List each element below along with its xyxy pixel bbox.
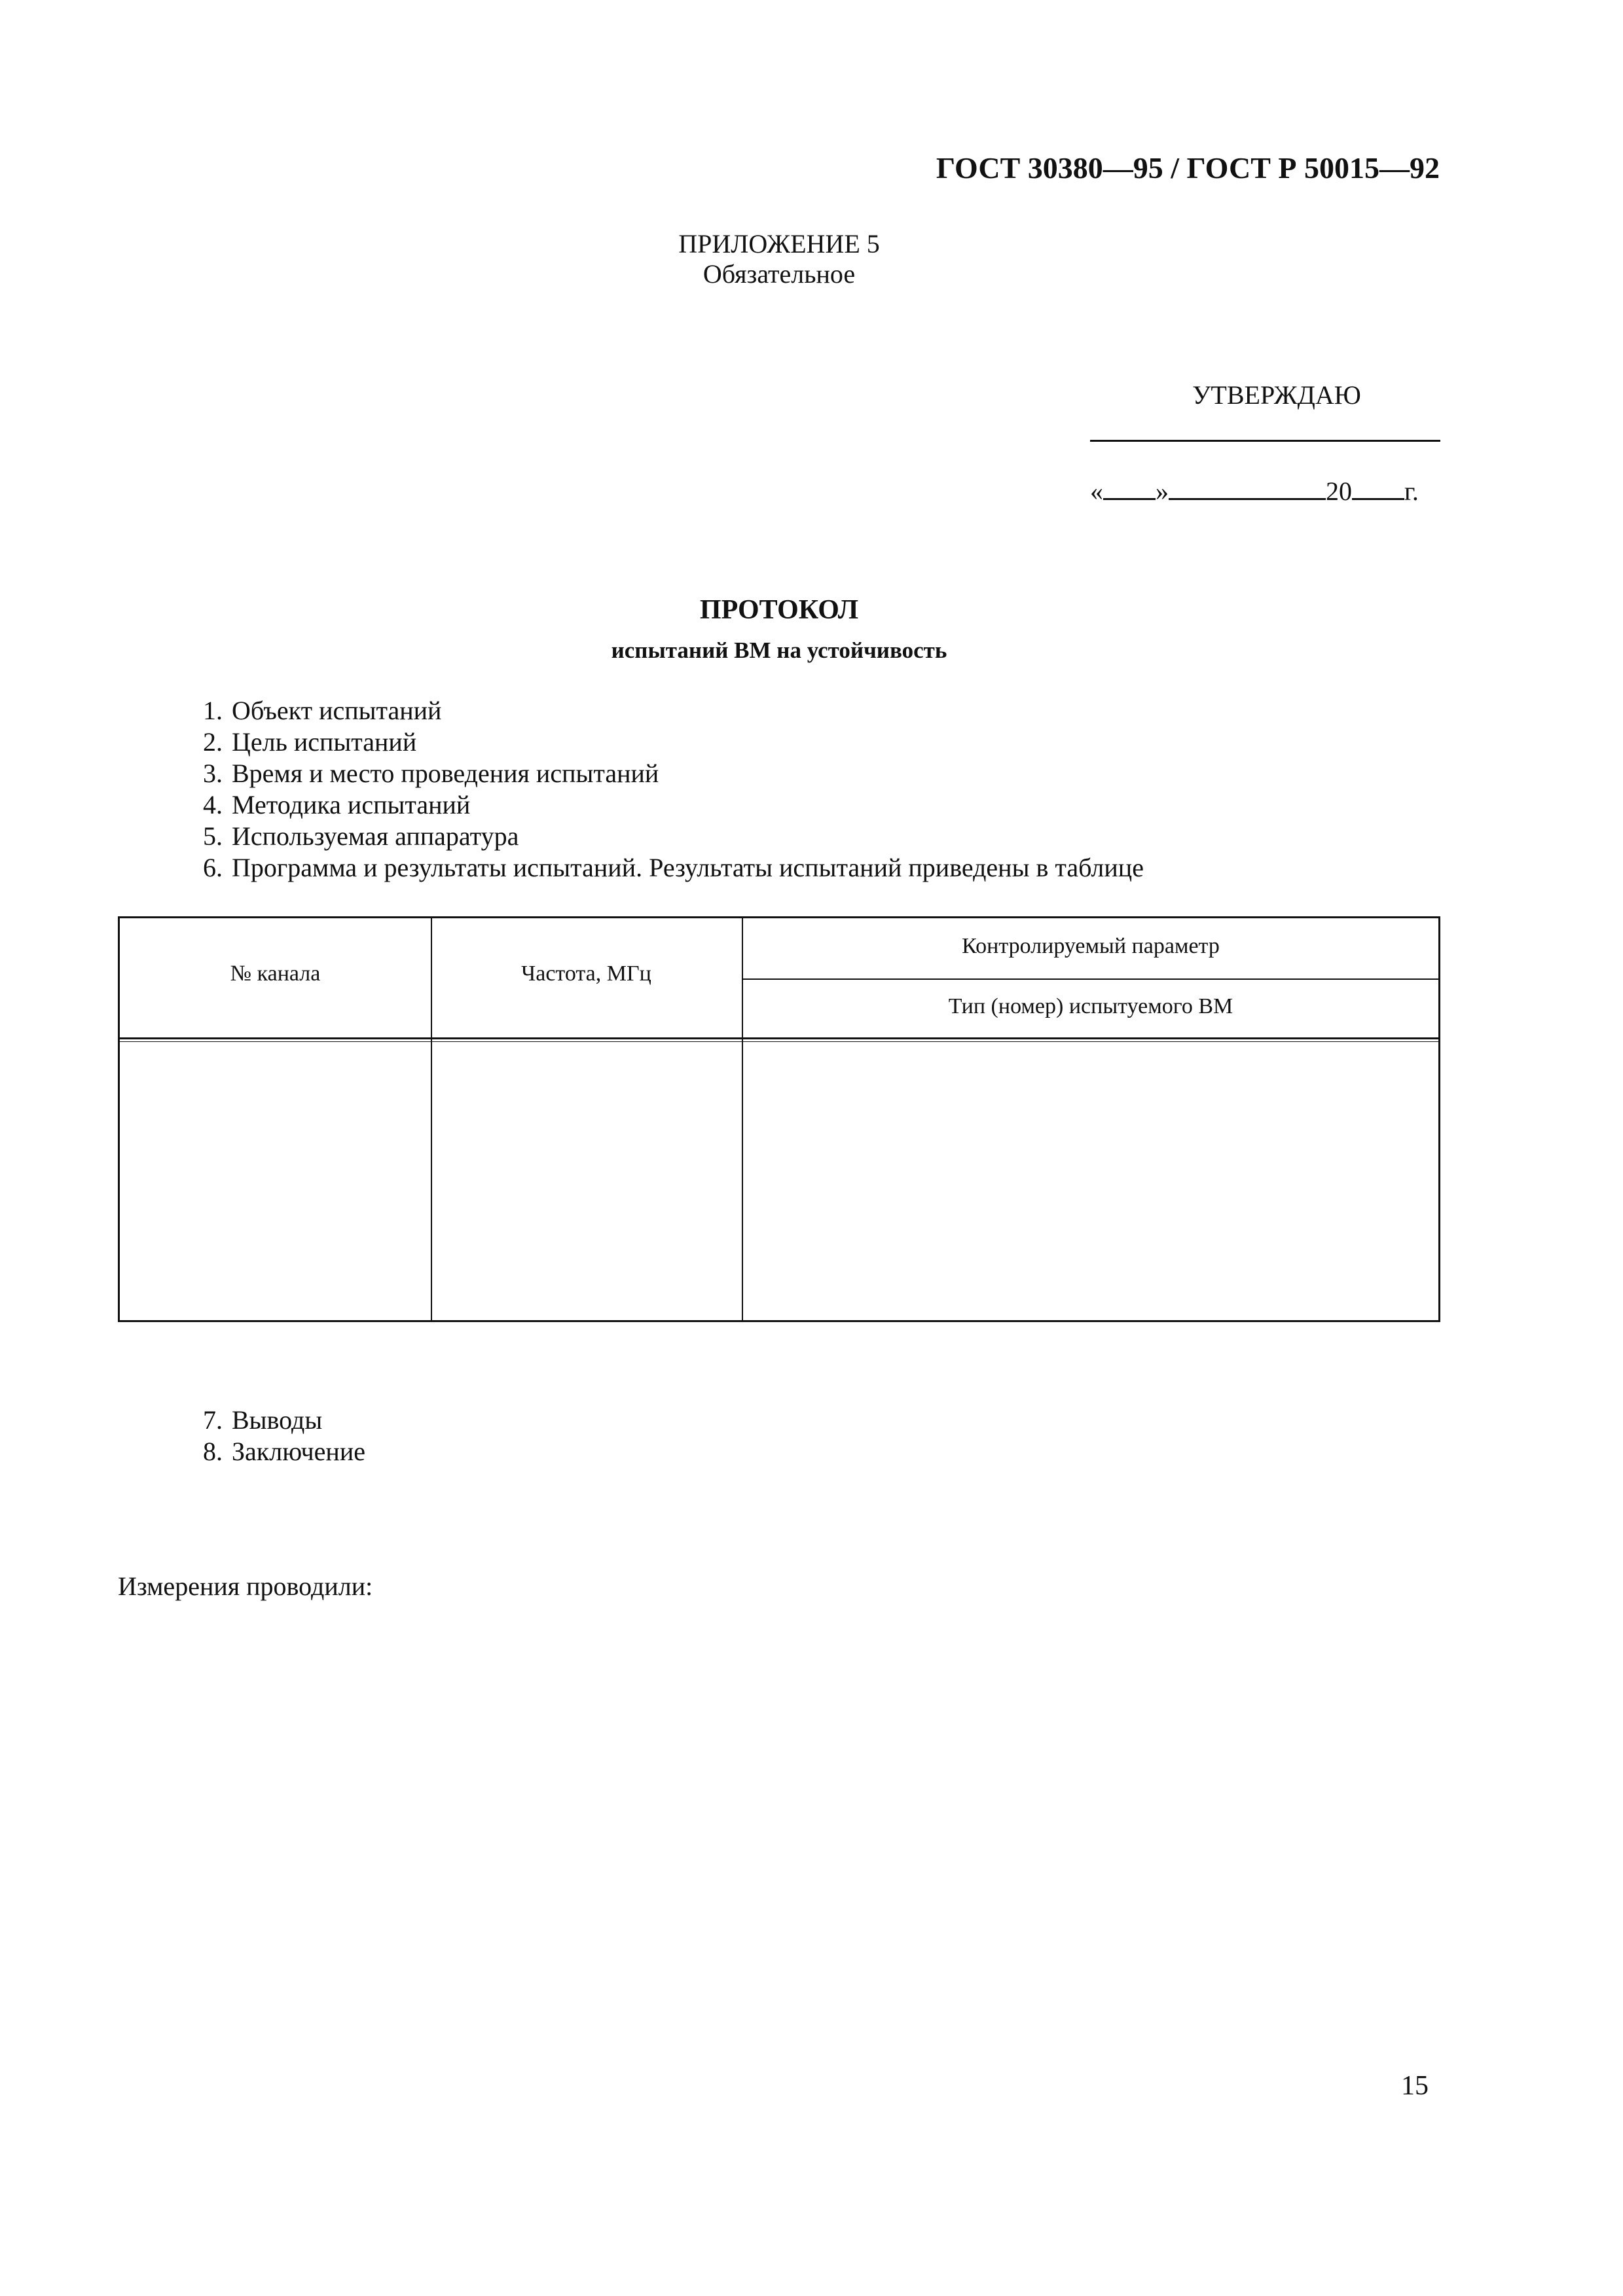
list-item-number: 8. — [203, 1437, 223, 1466]
year-suffix: г. — [1404, 476, 1419, 506]
approval-signature-line — [1090, 440, 1440, 442]
list-item-number: 4. — [203, 790, 223, 819]
measurements-label: Измерения проводили: — [118, 1571, 373, 1601]
year-blank — [1352, 475, 1404, 500]
appendix-subtitle: Обязательное — [702, 259, 856, 289]
table-header-channel: № канала — [230, 961, 321, 986]
date-close-quote: » — [1156, 476, 1169, 506]
list-item — [177, 821, 1144, 852]
list-item-text: Время и место проведения испытаний — [232, 759, 659, 788]
list-item — [177, 789, 1144, 821]
results-table — [118, 916, 1440, 1322]
list-item-number: 1. — [203, 696, 223, 725]
closing-sections-list — [177, 1405, 365, 1467]
date-open-quote: « — [1090, 476, 1103, 506]
list-item-text: Используемая аппаратура — [232, 821, 519, 851]
protocol-title: ПРОТОКОЛ — [699, 595, 859, 625]
list-item-text: Программа и результаты испытаний. Результаты испытаний приведены в таблице — [232, 853, 1144, 882]
list-item — [177, 1436, 365, 1467]
appendix-block — [0, 229, 1558, 289]
list-item — [177, 695, 1144, 726]
list-item-text: Методика испытаний — [232, 790, 471, 819]
appendix-title: ПРИЛОЖЕНИЕ 5 — [678, 229, 880, 259]
list-item — [177, 758, 1144, 789]
list-item-number: 3. — [203, 759, 223, 788]
day-blank — [1103, 475, 1156, 500]
table-header-subdivider — [742, 978, 1438, 980]
month-blank — [1169, 475, 1326, 500]
protocol-subtitle: испытаний ВМ на устойчивость — [611, 637, 947, 663]
table-header-bottom-border — [120, 1037, 1438, 1039]
table-header-device-type: Тип (номер) испытуемого ВМ — [948, 994, 1233, 1018]
list-item — [177, 1405, 365, 1436]
list-item-number: 6. — [203, 853, 223, 882]
standard-header: ГОСТ 30380—95 / ГОСТ Р 50015—92 — [936, 151, 1440, 185]
table-header-parameter: Контролируемый параметр — [962, 934, 1220, 958]
list-item-text: Заключение — [232, 1437, 365, 1466]
list-item-number: 2. — [203, 727, 223, 757]
sections-list — [177, 695, 1144, 884]
table-header-frequency: Частота, МГц — [521, 961, 651, 986]
page-number: 15 — [1401, 2071, 1429, 2101]
year-prefix: 20 — [1326, 476, 1352, 506]
table-header-double-border — [120, 1041, 1438, 1042]
approval-date-line — [1090, 475, 1440, 507]
list-item-number: 5. — [203, 821, 223, 851]
list-item-text: Выводы — [232, 1405, 323, 1435]
list-item-text: Цель испытаний — [232, 727, 417, 757]
approval-title: УТВЕРЖДАЮ — [1192, 380, 1361, 410]
list-item — [177, 726, 1144, 758]
list-item-number: 7. — [203, 1405, 223, 1435]
list-item — [177, 852, 1144, 884]
list-item-text: Объект испытаний — [232, 696, 442, 725]
